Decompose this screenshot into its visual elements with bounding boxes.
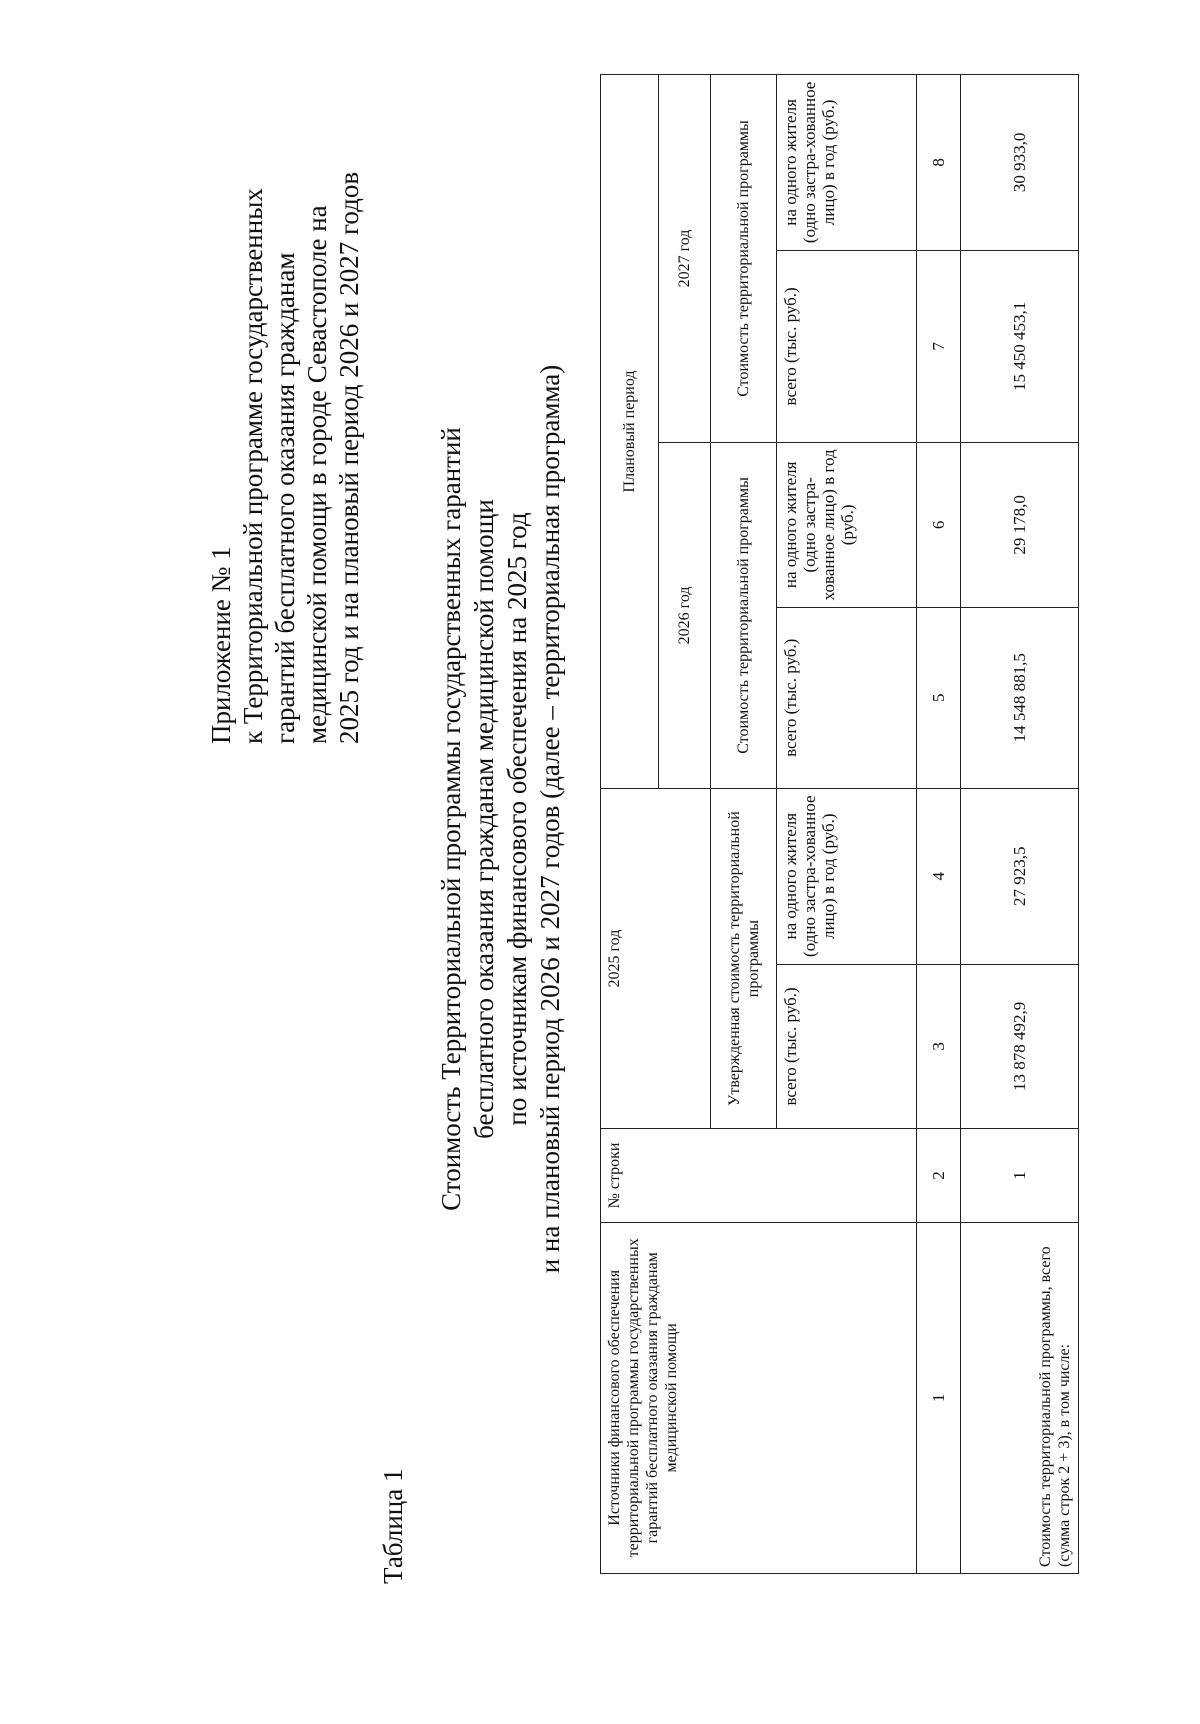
title-line: бесплатного оказания гражданам медицинской помощи: [469, 499, 499, 1139]
appendix-line: к Территориальной программе государственных: [238, 188, 268, 744]
appendix-line: медицинской помощи в городе Севастополе на: [302, 205, 332, 744]
column-number: 3: [917, 964, 961, 1129]
title-line: и на плановый период 2026 и 2027 годов (далее – территориальная программа): [535, 364, 565, 1274]
header-total-2026: всего (тыс. руб.): [777, 607, 917, 788]
column-number: 4: [917, 788, 961, 964]
cell-total-2025: 13 878 492,9: [961, 964, 1079, 1129]
title-line: Стоимость Территориальной программы государственных гарантий: [436, 427, 466, 1211]
header-2026: 2026 год: [659, 442, 711, 788]
header-per-resident-2027: на одного жителя (одно застра-хованное лицо) в год (руб.): [777, 75, 917, 251]
cell-total-2026: 14 548 881,5: [961, 607, 1079, 788]
header-cost-2026: Стоимость территориальной программы: [711, 442, 777, 788]
cell-per-resident-2027: 30 933,0: [961, 75, 1079, 251]
header-planned-period: Плановый период: [601, 75, 659, 789]
row-label: Стоимость территориальной программы, всего (сумма строк 2 + 3), в том числе:: [961, 1222, 1079, 1573]
header-total-2027: всего (тыс. руб.): [777, 250, 917, 442]
column-number: 8: [917, 75, 961, 251]
appendix-line: Приложение № 1: [206, 546, 236, 744]
appendix-line: 2025 год и на плановый период 2026 и 2027 годов: [334, 171, 364, 744]
header-total-2025: всего (тыс. руб.): [777, 964, 917, 1129]
title-line: по источникам финансового обеспечения на 2025 год: [502, 512, 532, 1126]
header-approved-cost: Утвержденная стоимость территориальной программы: [711, 788, 777, 1128]
appendix-header: [205, 44, 365, 744]
header-cost-2027: Стоимость территориальной программы: [711, 75, 777, 443]
column-number: 2: [917, 1129, 961, 1222]
row-number: 1: [961, 1129, 1079, 1222]
cell-per-resident-2025: 27 923,5: [961, 788, 1079, 964]
header-per-resident-2026: на одного жителя (одно застра-хованное лицо) в год (руб.): [777, 442, 917, 607]
header-row-no: № строки: [601, 1129, 917, 1222]
column-number: 1: [917, 1222, 961, 1573]
column-number: 7: [917, 250, 961, 442]
table-label: Таблица 1: [378, 1468, 408, 1584]
document-title: [435, 244, 567, 1394]
table-row: [961, 75, 1079, 1574]
cell-per-resident-2026: 29 178,0: [961, 442, 1079, 607]
header-sources: Источники финансового обеспечения территориальной программы государственных гарантий бесплатного оказания гражданам медицинской помощи: [601, 1222, 917, 1573]
column-number: 5: [917, 607, 961, 788]
cost-table: [600, 74, 1079, 1574]
header-2025: 2025 год: [601, 788, 711, 1128]
appendix-line: гарантий бесплатного оказания гражданам: [270, 252, 300, 744]
header-per-resident-2025: на одного жителя (одно застра-хованное лицо) в год (руб.): [777, 788, 917, 964]
header-2027: 2027 год: [659, 75, 711, 443]
column-number-row: [917, 75, 961, 1574]
column-number: 6: [917, 442, 961, 607]
cell-total-2027: 15 450 453,1: [961, 250, 1079, 442]
